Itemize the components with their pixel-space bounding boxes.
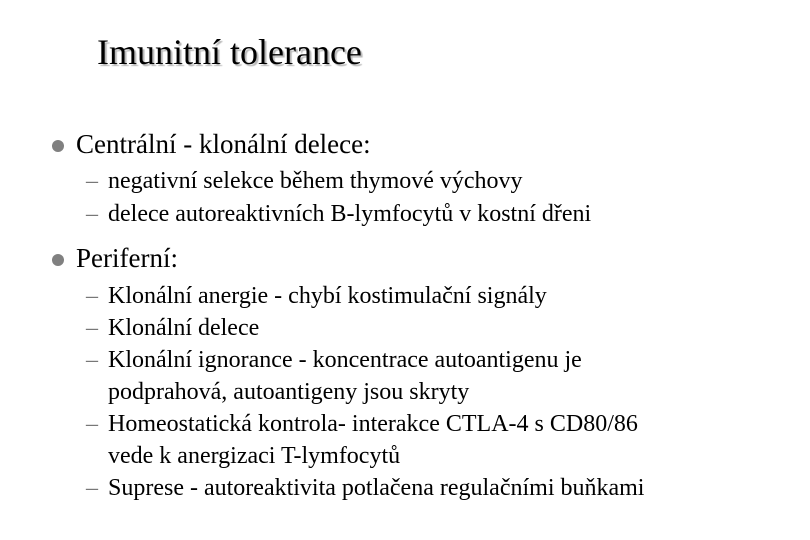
dash-icon: –: [86, 315, 98, 341]
sub-item-text-continued: vede k anergizaci T-lymfocytů: [108, 443, 401, 469]
sub-item: [48, 198, 591, 231]
sub-item-text-continued: podprahová, autoantigeny jsou skryty: [108, 379, 470, 405]
sub-item: [48, 344, 644, 408]
sub-item-text: negativní selekce během thymové výchovy: [108, 168, 523, 194]
sub-item: [48, 408, 644, 472]
sub-item-text: Klonální ignorance - koncentrace autoantigenu je: [108, 347, 582, 373]
sub-item: [48, 472, 644, 504]
sub-list-central: [48, 165, 591, 231]
dash-icon: –: [86, 168, 98, 194]
sub-item: [48, 280, 644, 312]
bullet-dot-icon: [52, 140, 64, 152]
sub-item-text: Suprese - autoreaktivita potlačena regulačními buňkami: [108, 475, 645, 501]
bullet-central: [48, 128, 591, 160]
bullet-dot-icon: [52, 254, 64, 266]
sub-item-text: Klonální delece: [108, 315, 260, 341]
sub-list-peripheral: [48, 280, 644, 504]
dash-icon: –: [86, 411, 98, 437]
section-peripheral: [48, 242, 644, 504]
slide-title: Imunitní tolerance: [97, 32, 362, 72]
sub-item-text: delece autoreaktivních B-lymfocytů v kostní dřeni: [108, 201, 592, 227]
dash-icon: –: [86, 347, 98, 373]
sub-item: [48, 312, 644, 344]
dash-icon: –: [86, 201, 98, 227]
bullet-peripheral: [48, 242, 644, 274]
dash-icon: –: [86, 283, 98, 309]
section-central: [48, 128, 591, 231]
sub-item-text: Homeostatická kontrola- interakce CTLA-4 s CD80/86: [108, 411, 638, 437]
section-heading-central: Centrální - klonální delece:: [76, 129, 371, 159]
section-heading-peripheral: Periferní:: [76, 243, 178, 273]
dash-icon: –: [86, 475, 98, 501]
sub-item: [48, 165, 591, 198]
sub-item-text: Klonální anergie - chybí kostimulační signály: [108, 283, 547, 309]
